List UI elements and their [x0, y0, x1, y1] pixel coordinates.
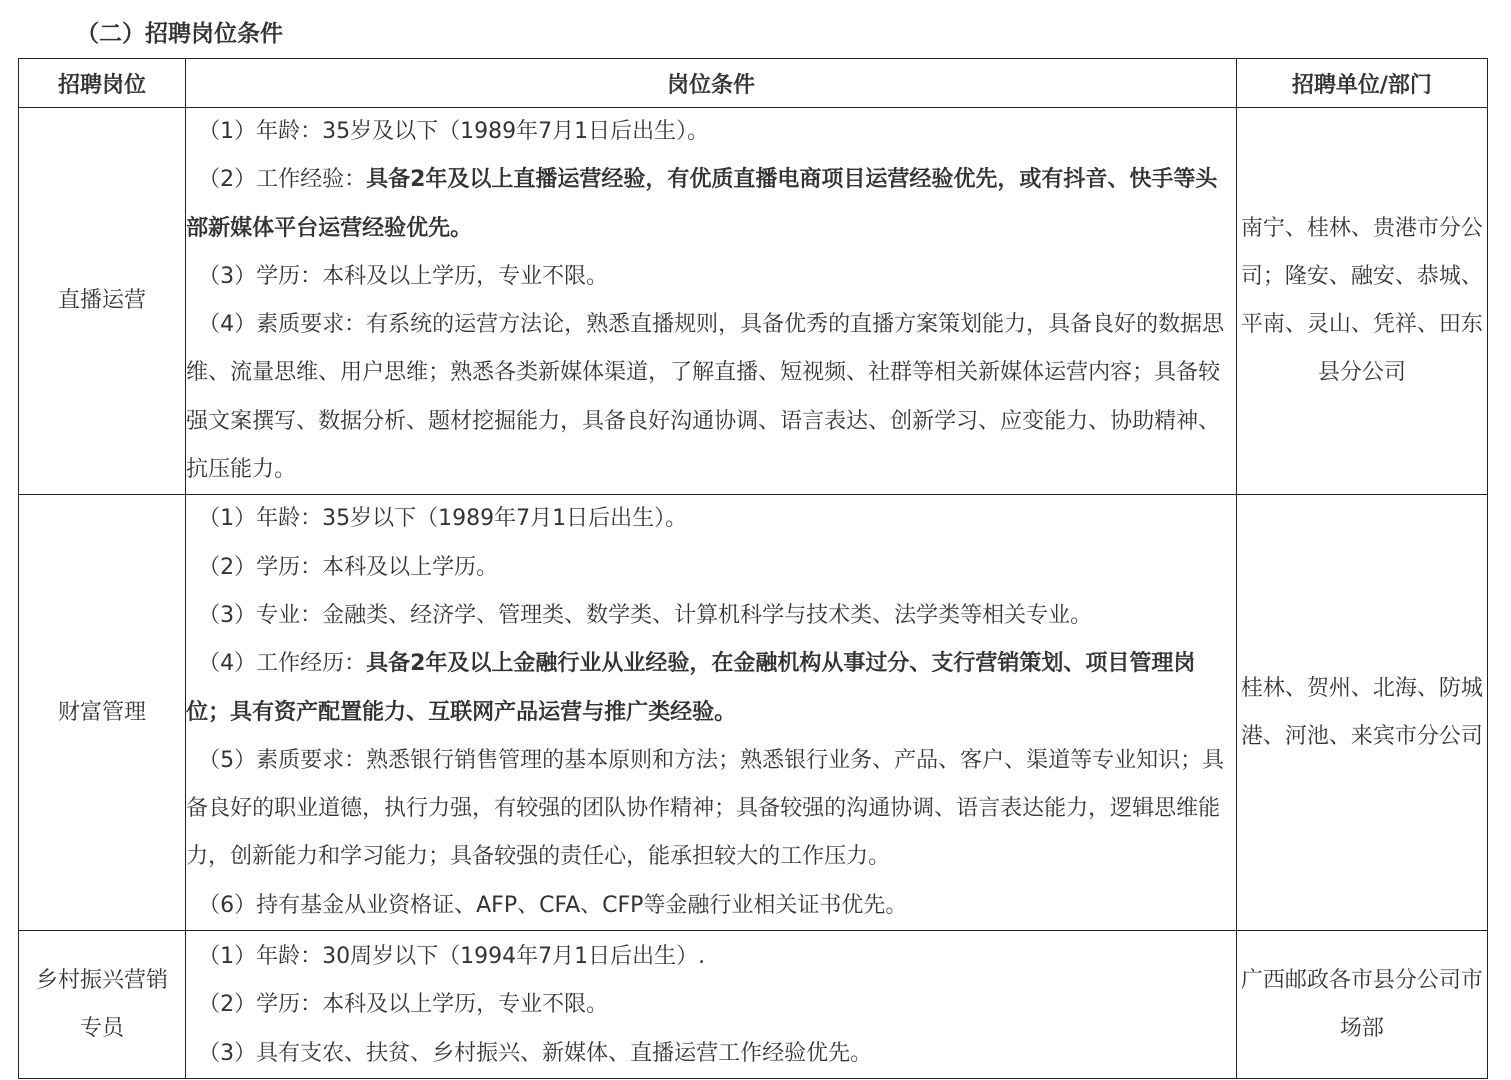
conditions-cell: [186, 108, 1237, 495]
post-name: 乡村振兴营销专员: [19, 931, 186, 1079]
conditions-cell: [186, 495, 1237, 931]
condition-item: （3）专业：金融类、经济学、管理类、数学类、计算机科学与技术类、法学类等相关专业。: [198, 602, 1093, 628]
section-title: （二）招聘岗位条件: [76, 21, 283, 47]
condition-item: （2）学历：本科及以上学历，专业不限。: [198, 992, 609, 1018]
unit-cell: 广西邮政各市县分公司市场部: [1236, 931, 1487, 1079]
unit-cell: 桂林、贺州、北海、防城港、河池、来宾市分公司: [1236, 495, 1487, 931]
post-name: 财富管理: [19, 495, 186, 931]
table-row: [19, 495, 1488, 931]
condition-item: （4）素质要求：有系统的运营方法论，熟悉直播规则，具备优秀的直播方案策划能力，具备良好的数据思维、流量思维、用户思维；熟悉各类新媒体渠道，了解直播、短视频、社群等相关新媒体运营内容；具备较强文案撰写、数据分析、题材挖掘能力，具备良好沟通协调、语言表达、创新学习、应变能力、协助精神、抗压能力。: [186, 312, 1225, 483]
header-unit: 招聘单位/部门: [1236, 59, 1487, 108]
table-row: [19, 931, 1488, 1079]
condition-item: （3）具有支农、扶贫、乡村振兴、新媒体、直播运营工作经验优先。: [198, 1040, 873, 1066]
header-post: 招聘岗位: [19, 59, 186, 108]
conditions-cell: [186, 931, 1237, 1079]
recruitment-conditions-table: [18, 58, 1488, 1079]
table-header-row: [19, 59, 1488, 108]
unit-cell: 南宁、桂林、贵港市分公司；隆安、融安、恭城、平南、灵山、凭祥、田东县分公司: [1236, 108, 1487, 495]
condition-item: （6）持有基金从业资格证、AFP、CFA、CFP等金融行业相关证书优先。: [198, 892, 908, 918]
condition-item: （1）年龄：35岁以下（1989年7月1日后出生）。: [198, 506, 688, 532]
condition-item: （1）年龄：30周岁以下（1994年7月1日后出生）.: [198, 944, 706, 970]
condition-item: （4）工作经历：具备2年及以上金融行业从业经验，在金融机构从事过分、支行营销策划、项目管理岗位；具有资产配置能力、互联网产品运营与推广类经验。: [186, 651, 1196, 725]
condition-item: （3）学历：本科及以上学历，专业不限。: [198, 263, 609, 289]
condition-item: （1）年龄：35岁及以下（1989年7月1日后出生）。: [198, 119, 710, 144]
condition-item: （2）学历：本科及以上学历。: [198, 554, 499, 580]
post-name: 直播运营: [19, 108, 186, 495]
condition-item: （5）素质要求：熟悉银行销售管理的基本原则和方法；熟悉银行业务、产品、客户、渠道等专业知识；具备良好的职业道德，执行力强，有较强的团队协作精神；具备较强的沟通协调、语言表达能力，逻辑思维能力，创新能力和学习能力；具备较强的责任心，能承担较大的工作压力。: [186, 747, 1225, 870]
condition-item: （2）工作经验：具备2年及以上直播运营经验，有优质直播电商项目运营经验优先，或有抖音、快手等头部新媒体平台运营经验优先。: [186, 167, 1218, 241]
header-conditions: 岗位条件: [186, 59, 1237, 108]
table-row: [19, 108, 1488, 495]
